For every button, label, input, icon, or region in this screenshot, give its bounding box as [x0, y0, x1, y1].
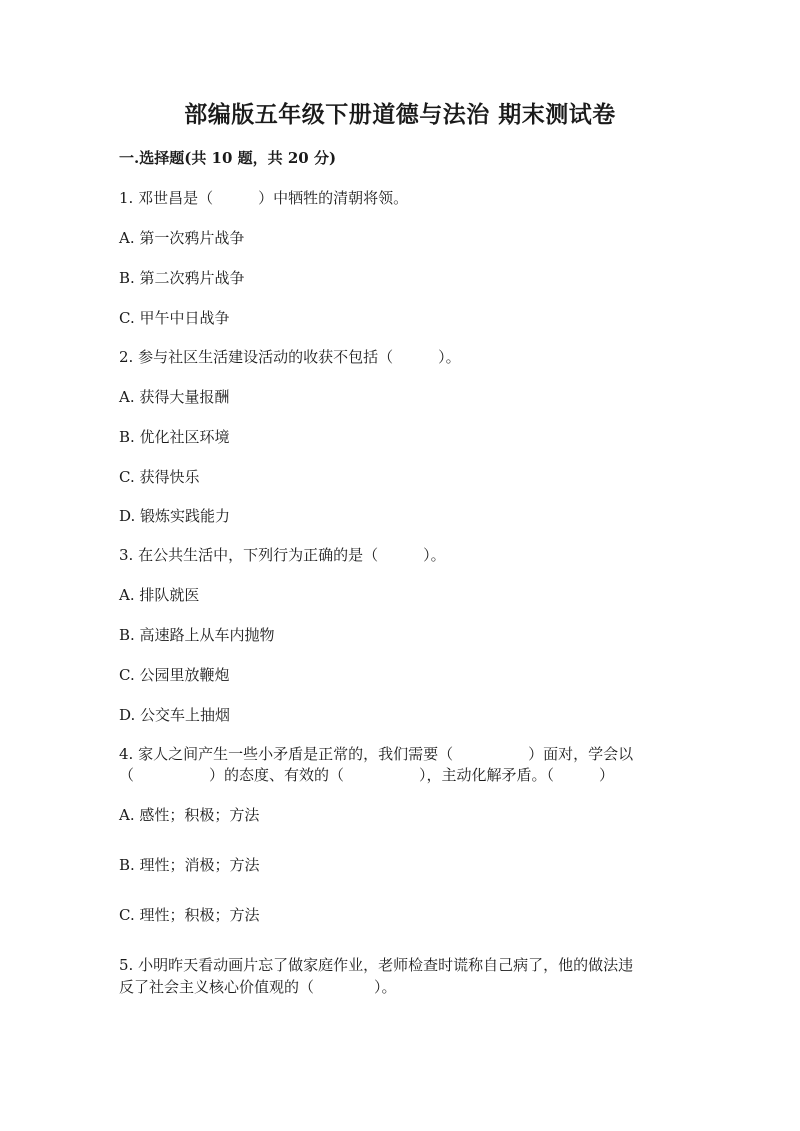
exam-title: 部编版五年级下册道德与法治 期末测试卷	[184, 101, 616, 128]
question-2-stem: 2. 参与社区生活建设活动的收获不包括（ ）。	[119, 348, 461, 366]
question-3-option-a: A. 排队就医	[119, 586, 200, 604]
question-3-option-b: B. 高速路上从车内抛物	[119, 626, 275, 644]
question-5-stem-line-1: 5. 小明昨天看动画片忘了做家庭作业，老师检查时谎称自己病了，他的做法违	[119, 956, 634, 974]
question-4-stem-line-2: （ ）的态度、有效的（ ），主动化解矛盾。（ ）	[119, 766, 615, 784]
question-3-option-c: C. 公园里放鞭炮	[119, 666, 230, 684]
question-2-option-c: C. 获得快乐	[119, 468, 200, 486]
question-4-stem-line-1: 4. 家人之间产生一些小矛盾是正常的，我们需要（ ）面对，学会以	[119, 745, 634, 763]
question-3-option-d: D. 公交车上抽烟	[119, 706, 231, 724]
question-4-option-c: C. 理性；积极；方法	[119, 906, 260, 924]
section-heading: 一.选择题(共 10 题，共 20 分)	[119, 149, 337, 167]
question-2-option-b: B. 优化社区环境	[119, 428, 230, 446]
question-1-option-b: B. 第二次鸦片战争	[119, 269, 245, 287]
question-2-option-d: D. 锻炼实践能力	[119, 507, 231, 525]
question-4-option-a: A. 感性；积极；方法	[119, 806, 260, 824]
question-4-option-b: B. 理性；消极；方法	[119, 856, 260, 874]
question-2-option-a: A. 获得大量报酬	[119, 388, 230, 406]
question-1-option-c: C. 甲午中日战争	[119, 309, 230, 327]
question-3-stem: 3. 在公共生活中，下列行为正确的是（ ）。	[119, 546, 446, 564]
question-1-option-a: A. 第一次鸦片战争	[119, 229, 245, 247]
question-5-stem-line-2: 反了社会主义核心价值观的（ ）。	[119, 978, 397, 996]
question-1-stem: 1. 邓世昌是（ ）中牺牲的清朝将领。	[119, 189, 409, 207]
